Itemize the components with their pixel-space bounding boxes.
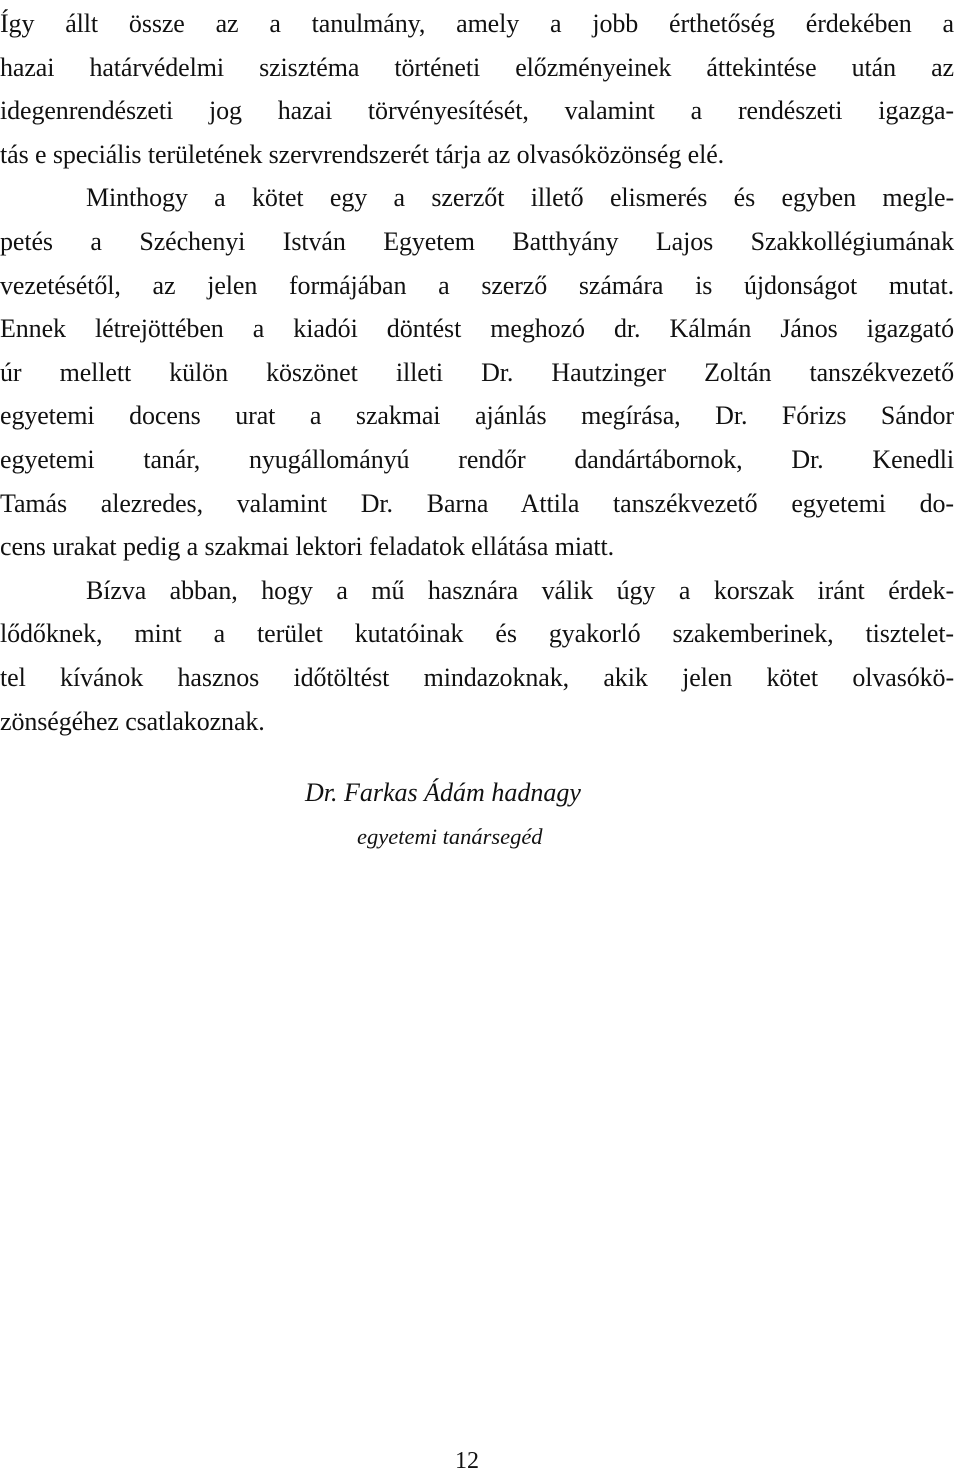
- signature-title: egyetemi tanársegéd: [357, 824, 543, 849]
- text-line: Tamás alezredes, valamint Dr. Barna Attila tanszékvezető egyetemi do-: [0, 488, 954, 518]
- text-line: Így állt össze az a tanulmány, amely a jobb érthetőség érdekében a: [0, 9, 954, 38]
- text-line: idegenrendészeti jog hazai törvényesítését, valamint a rendészeti igazga-: [0, 96, 954, 126]
- text-line: vezetésétől, az jelen formájában a szerző számára is újdonságot mutat.: [0, 270, 954, 300]
- text-line: petés a Széchenyi István Egyetem Batthyány Lajos Szakkollégiumának: [0, 226, 954, 256]
- signature-name: Dr. Farkas Ádám hadnagy: [305, 778, 581, 807]
- text-line: zönségéhez csatlakoznak.: [0, 706, 265, 736]
- page-number: 12: [455, 1448, 479, 1474]
- text-line: Ennek létrejöttében a kiadói döntést meghozó dr. Kálmán János igazgató: [0, 314, 954, 344]
- text-line: lődőknek, mint a terület kutatóinak és gyakorló szakemberinek, tisztelet-: [0, 619, 954, 649]
- text-line: Minthogy a kötet egy a szerzőt illető elismerés és egyben megle-: [86, 183, 954, 213]
- text-line: egyetemi docens urat a szakmai ajánlás megírása, Dr. Fórizs Sándor: [0, 401, 954, 431]
- text-line: egyetemi tanár, nyugállományú rendőr dandártábornok, Dr. Kenedli: [0, 444, 954, 474]
- text-line: hazai határvédelmi szisztéma történeti előzményeinek áttekintése után az: [0, 52, 954, 82]
- text-line: tel kívánok hasznos időtöltést mindazoknak, akik jelen kötet olvasókö-: [0, 662, 954, 692]
- text-line: cens urakat pedig a szakmai lektori feladatok ellátása miatt.: [0, 532, 615, 562]
- text-line: tás e speciális területének szervrendszerét tárja az olvasóközönség elé.: [0, 139, 725, 169]
- text-line: Bízva abban, hogy a mű hasznára válik úgy a korszak iránt érdek-: [86, 575, 954, 605]
- text-line: úr mellett külön köszönet illeti Dr. Hautzinger Zoltán tanszékvezető: [0, 357, 954, 387]
- body-text: [0, 2, 954, 743]
